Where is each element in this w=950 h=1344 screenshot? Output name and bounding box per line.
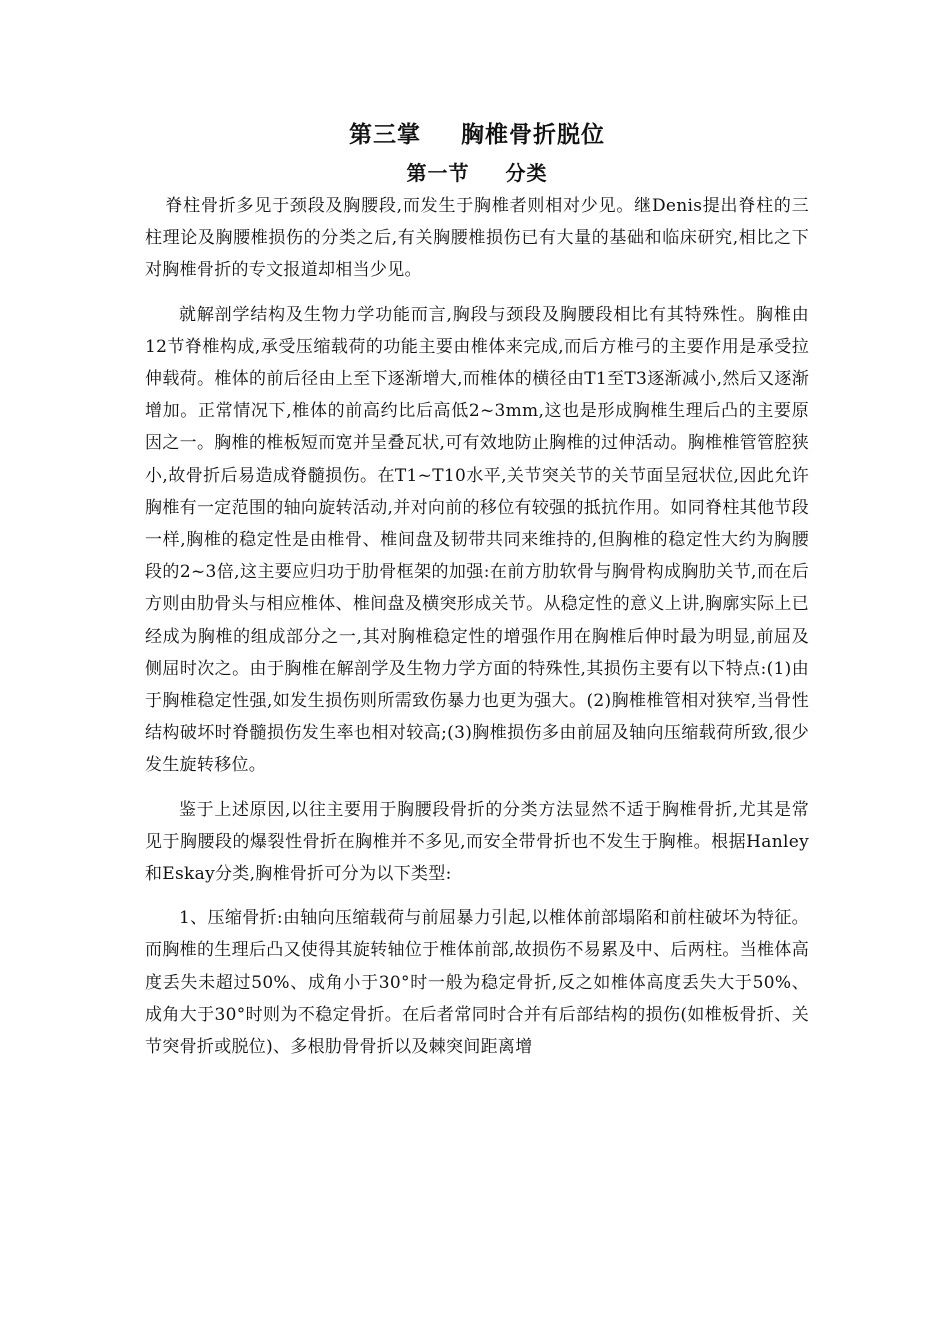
section-number: 第一节 bbox=[406, 161, 470, 185]
paragraph-classification: 鉴于上述原因,以往主要用于胸腰段骨折的分类方法显然不适于胸椎骨折,尤其是常见于胸腰段的爆裂性骨折在胸椎并不多见,而安全带骨折也不发生于胸椎。根据Hanley和Eskay分类,胸椎骨折可分为以下类型: bbox=[145, 799, 809, 885]
document-page bbox=[145, 118, 809, 1063]
paragraph-compression-fracture: 1、压缩骨折:由轴向压缩载荷与前屈暴力引起,以椎体前部塌陷和前柱破坏为特征。而胸椎的生理后凸又使得其旋转轴位于椎体前部,故损伤不易累及中、后两柱。当椎体高度丢失未超过50%、成角小于30°时一般为稳定骨折,反之如椎体高度丢失大于50%、成角大于30°时则为不稳定骨折。在后者常同时合并有后部结构的损伤(如椎板骨折、关节突骨折或脱位)、多根肋骨骨折以及棘突间距离增 bbox=[145, 908, 809, 1058]
paragraph-intro: 脊柱骨折多见于颈段及胸腰段,而发生于胸椎者则相对少见。继Denis提出脊柱的三柱理论及胸腰椎损伤的分类之后,有关胸腰椎损伤已有大量的基础和临床研究,相比之下对胸椎骨折的专文报道却相当少见。 bbox=[145, 196, 809, 281]
section-title bbox=[145, 158, 809, 188]
chapter-number: 第三掌 bbox=[349, 122, 421, 148]
chapter-title bbox=[145, 118, 809, 152]
chapter-name: 胸椎骨折脱位 bbox=[461, 122, 605, 148]
paragraph-anatomy: 就解剖学结构及生物力学功能而言,胸段与颈段及胸腰段相比有其特殊性。胸椎由12节脊椎构成,承受压缩载荷的功能主要由椎体来完成,而后方椎弓的主要作用是承受拉伸载荷。椎体的前后径由上至下逐渐增大,而椎体的横径由T1至T3逐渐减小,然后又逐渐增加。正常情况下,椎体的前高约比后高低2~3mm,这也是形成胸椎生理后凸的主要原因之一。胸椎的椎板短而宽并呈叠瓦状,可有效地防止胸椎的过伸活动。胸椎椎管管腔狭小,故骨折后易造成脊髓损伤。在T1~T10水平,关节突关节的关节面呈冠状位,因此允许胸椎有一定范围的轴向旋转活动,并对向前的移位有较强的抵抗作用。如同脊柱其他节段一样,胸椎的稳定性是由椎骨、椎间盘及韧带共同来维持的,但胸椎的稳定性大约为胸腰段的2~3倍,这主要应归功于肋骨框架的加强:在前方肋软骨与胸骨构成胸肋关节,而在后方则由肋骨头与相应椎体、椎间盘及横突形成关节。从稳定性的意义上讲,胸廓实际上已经成为胸椎的组成部分之一,其对胸椎稳定性的增强作用在胸椎后伸时最为明显,前屈及侧屈时次之。由于胸椎在解剖学及生物力学方面的特殊性,其损伤主要有以下特点:(1)由于胸椎稳定性强,如发生损伤则所需致伤暴力也更为强大。(2)胸椎椎管相对狭窄,当骨性结构破坏时脊髓损伤发生率也相对较高;(3)胸椎损伤多由前屈及轴向压缩载荷所致,很少发生旋转移位。 bbox=[145, 304, 809, 776]
section-name: 分类 bbox=[505, 161, 548, 185]
